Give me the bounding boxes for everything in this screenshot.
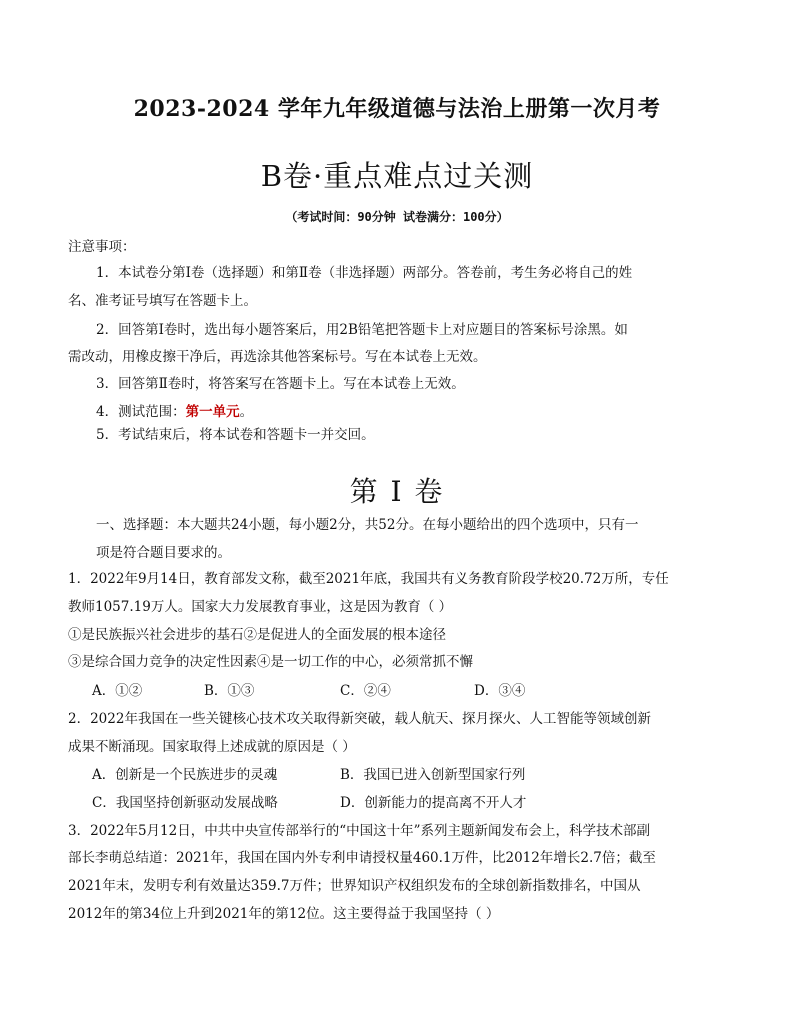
note-1-line-2: 名、准考证号填写在答题卡上。 (68, 293, 257, 309)
q2-option-c: C．我国坚持创新驱动发展战略 (92, 795, 278, 811)
q2-option-a: A．创新是一个民族进步的灵魂 (92, 767, 278, 783)
q1-line-4: ③是综合国力竞争的决定性因素④是一切工作的中心，必须常抓不懈 (68, 654, 473, 670)
q1-line-3: ①是民族振兴社会进步的基石②是促进人的全面发展的根本途径 (68, 627, 446, 643)
exam-info: （考试时间：90分钟 试卷满分：100分） (285, 210, 509, 224)
q1-option-a: A．①② (92, 683, 143, 699)
test-scope: 第一单元 (185, 404, 240, 420)
note-2-line-1: 2．回答第Ⅰ卷时，选出每小题答案后，用2B铅笔把答题卡上对应题目的答案标号涂黑。如 (96, 322, 628, 338)
note-4 (96, 403, 253, 421)
note-1-line-1: 1．本试卷分第Ⅰ卷（选择题）和第Ⅱ卷（非选择题）两部分。答卷前，考生务必将自己的姓 (96, 265, 633, 281)
note-5: 5．考试结束后，将本试卷和答题卡一并交回。 (96, 427, 375, 443)
exam-subtitle: B卷·重点难点过关测 (260, 159, 534, 193)
q2-line-2: 成果不断涌现。国家取得上述成就的原因是（ ） (68, 739, 356, 755)
q1-option-d: D．③④ (474, 683, 526, 699)
q1-option-b: B．①③ (204, 683, 255, 699)
q1-option-c: C．②④ (340, 683, 391, 699)
q1-line-1: 1．2022年9月14日，教育部发文称，截至2021年底，我国共有义务教育阶段学校20.72万所，专任 (68, 571, 669, 587)
section-instruction-line-1: 一、选择题：本大题共24小题，每小题2分，共52分。在每小题给出的四个选项中，只有一 (96, 517, 639, 533)
exam-title: 2023-2024 学年九年级道德与法治上册第一次月考 (133, 96, 661, 122)
section-title: 第 I 卷 (349, 475, 445, 508)
q3-line-4: 2012年的第34位上升到2021年的第12位。这主要得益于我国坚持（ ） (68, 906, 500, 922)
notes-heading: 注意事项： (68, 239, 136, 255)
note-2-line-2: 需改动，用橡皮擦干净后，再选涂其他答案标号。写在本试卷上无效。 (68, 349, 487, 365)
note-4-suffix: 。 (239, 404, 254, 420)
q2-option-d: D．创新能力的提高离不开人才 (340, 795, 527, 811)
q2-line-1: 2．2022年我国在一些关键核心技术攻关取得新突破，载人航天、探月探火、人工智能等领域创新 (68, 711, 651, 727)
note-3: 3．回答第Ⅱ卷时，将答案写在答题卡上。写在本试卷上无效。 (96, 376, 465, 392)
q3-line-1: 3．2022年5月12日，中共中央宣传部举行的“中国这十年”系列主题新闻发布会上，科学技术部副 (68, 823, 651, 839)
q1-line-2: 教师1057.19万人。国家大力发展教育事业，这是因为教育（ ） (68, 599, 453, 615)
section-instruction-line-2: 项是符合题目要求的。 (96, 545, 231, 561)
q3-line-2: 部长李萌总结道：2021年，我国在国内外专利申请授权量460.1万件，比2012年增长2.7倍；截至 (68, 850, 656, 866)
note-4-prefix: 4．测试范围： (96, 404, 186, 420)
q3-line-3: 2021年末，发明专利有效量达359.7万件；世界知识产权组织发布的全球创新指数排名，中国从 (68, 878, 641, 894)
q2-option-b: B．我国已进入创新型国家行列 (340, 767, 526, 783)
